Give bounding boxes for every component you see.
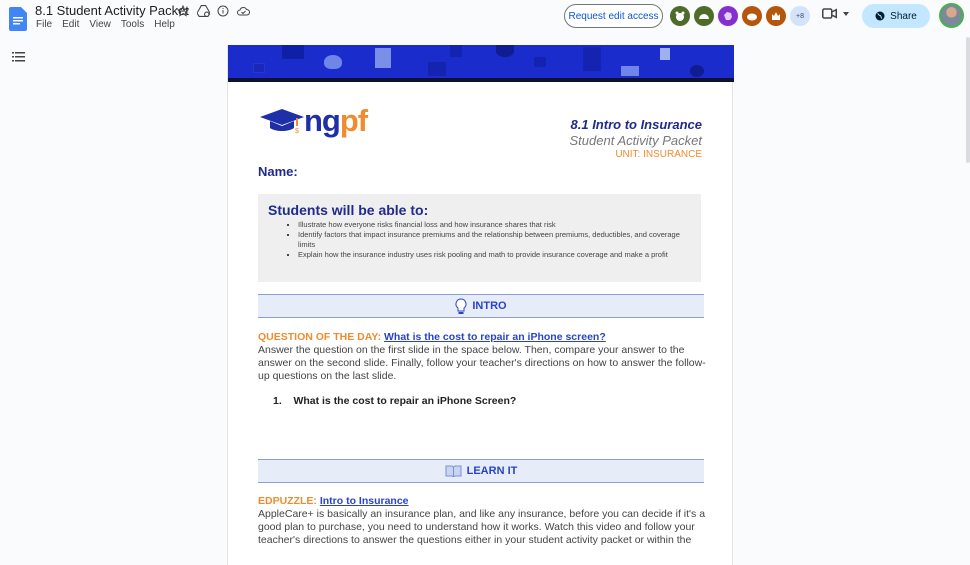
learn-it-label: LEARN IT bbox=[466, 465, 518, 477]
menu-bar bbox=[36, 19, 175, 30]
edpuzzle-link[interactable]: Intro to Insurance bbox=[319, 495, 409, 507]
learning-objectives-box bbox=[258, 194, 701, 282]
header-banner-image bbox=[228, 45, 734, 82]
lesson-title: 8.1 Intro to Insurance bbox=[570, 117, 702, 132]
google-docs-icon[interactable] bbox=[9, 7, 27, 31]
calculator-icon bbox=[583, 47, 601, 71]
vertical-scrollbar[interactable] bbox=[966, 37, 970, 163]
question-text: What is the cost to repair an iPhone Screen? bbox=[293, 395, 517, 407]
document-title[interactable]: 8.1 Student Activity Packet bbox=[35, 3, 189, 18]
globe-icon bbox=[875, 11, 885, 21]
objective-item: ▪ Illustrate how everyone risks financial loss and how insurance shares that risk bbox=[298, 220, 691, 230]
edpuzzle-label: EDPUZZLE: bbox=[258, 495, 317, 507]
question-1 bbox=[273, 395, 516, 407]
question-number: 1. bbox=[273, 395, 282, 407]
share-button[interactable] bbox=[862, 4, 930, 28]
document-icon bbox=[375, 48, 391, 68]
intro-label: INTRO bbox=[472, 300, 507, 312]
qod-instructions: Answer the question on the first slide in the space below. Then, compare your answer to the answer on the second slide. Finally, follow your teacher's directions on how to answer the follow-up questions on the last slide. bbox=[258, 344, 706, 382]
intro-section-header bbox=[258, 294, 704, 318]
collaborator-avatar-icon[interactable] bbox=[766, 6, 786, 26]
collaborator-avatar-icon[interactable] bbox=[670, 6, 690, 26]
video-camera-icon bbox=[822, 8, 837, 19]
calculator-icon bbox=[660, 48, 670, 60]
move-to-drive-icon[interactable] bbox=[196, 4, 210, 18]
account-avatar[interactable] bbox=[939, 3, 964, 28]
lesson-subtitle: Student Activity Packet bbox=[569, 133, 702, 148]
logo-ng-text: ng bbox=[304, 103, 340, 138]
qod-link[interactable]: What is the cost to repair an iPhone screen? bbox=[384, 331, 606, 343]
collaborator-avatars bbox=[670, 6, 810, 26]
collaborator-avatar-icon[interactable] bbox=[742, 6, 762, 26]
objective-item: ▪ Explain how the insurance industry uses risk pooling and math to provide insurance coverage and make a profit bbox=[298, 250, 691, 260]
menu-tools[interactable]: Tools bbox=[120, 19, 145, 30]
qod-label: QUESTION OF THE DAY: bbox=[258, 331, 382, 343]
edpuzzle-instructions: AppleCare+ is basically an insurance plan, and like any insurance, before you can decide if it's a good plan to purchase, you need to understand how it works. Watch this video and follow your teacher's directions to answer the questions either in your student activity packet or within the bbox=[258, 508, 706, 546]
objectives-title: Students will be able to: bbox=[268, 202, 429, 218]
docs-toolbar bbox=[0, 0, 970, 36]
unit-label: UNIT: INSURANCE bbox=[615, 149, 702, 160]
details-info-icon[interactable] bbox=[216, 4, 230, 18]
menu-file[interactable]: File bbox=[36, 19, 53, 30]
ngpf-logo bbox=[260, 103, 367, 139]
cloud-saved-icon[interactable] bbox=[236, 4, 250, 18]
question-of-the-day bbox=[258, 331, 708, 383]
banner-border bbox=[228, 78, 734, 82]
more-collaborators-badge[interactable]: +8 bbox=[790, 6, 810, 26]
menu-view[interactable]: View bbox=[89, 19, 111, 30]
document-outline-button[interactable] bbox=[12, 49, 25, 67]
document-header bbox=[570, 117, 702, 160]
lightbulb-icon bbox=[455, 298, 467, 315]
folder-icon bbox=[621, 66, 639, 76]
svg-text:$: $ bbox=[295, 128, 299, 135]
star-icon[interactable] bbox=[176, 4, 190, 18]
document-page bbox=[227, 45, 733, 565]
objective-item: ▪ Identify factors that impact insurance premiums and the relationship between premiums, deductibles, and coverage limits bbox=[298, 230, 691, 250]
collaborator-avatar-icon[interactable] bbox=[694, 6, 714, 26]
piggy-bank-icon bbox=[324, 55, 342, 69]
menu-help[interactable]: Help bbox=[154, 19, 175, 30]
edpuzzle-activity bbox=[258, 495, 708, 547]
menu-edit[interactable]: Edit bbox=[62, 19, 80, 30]
request-edit-access-button[interactable]: Request edit access bbox=[564, 4, 663, 28]
logo-pf-text: pf bbox=[339, 103, 368, 138]
outline-list-icon bbox=[12, 52, 25, 62]
meet-call-button[interactable] bbox=[822, 8, 849, 19]
open-book-icon bbox=[445, 465, 462, 477]
learn-it-section-header bbox=[258, 459, 704, 483]
graduation-cap-icon bbox=[260, 107, 304, 135]
chevron-down-icon bbox=[843, 12, 849, 16]
share-label: Share bbox=[890, 10, 917, 22]
name-field-label: Name: bbox=[258, 164, 298, 179]
collaborator-avatar-icon[interactable] bbox=[718, 6, 738, 26]
